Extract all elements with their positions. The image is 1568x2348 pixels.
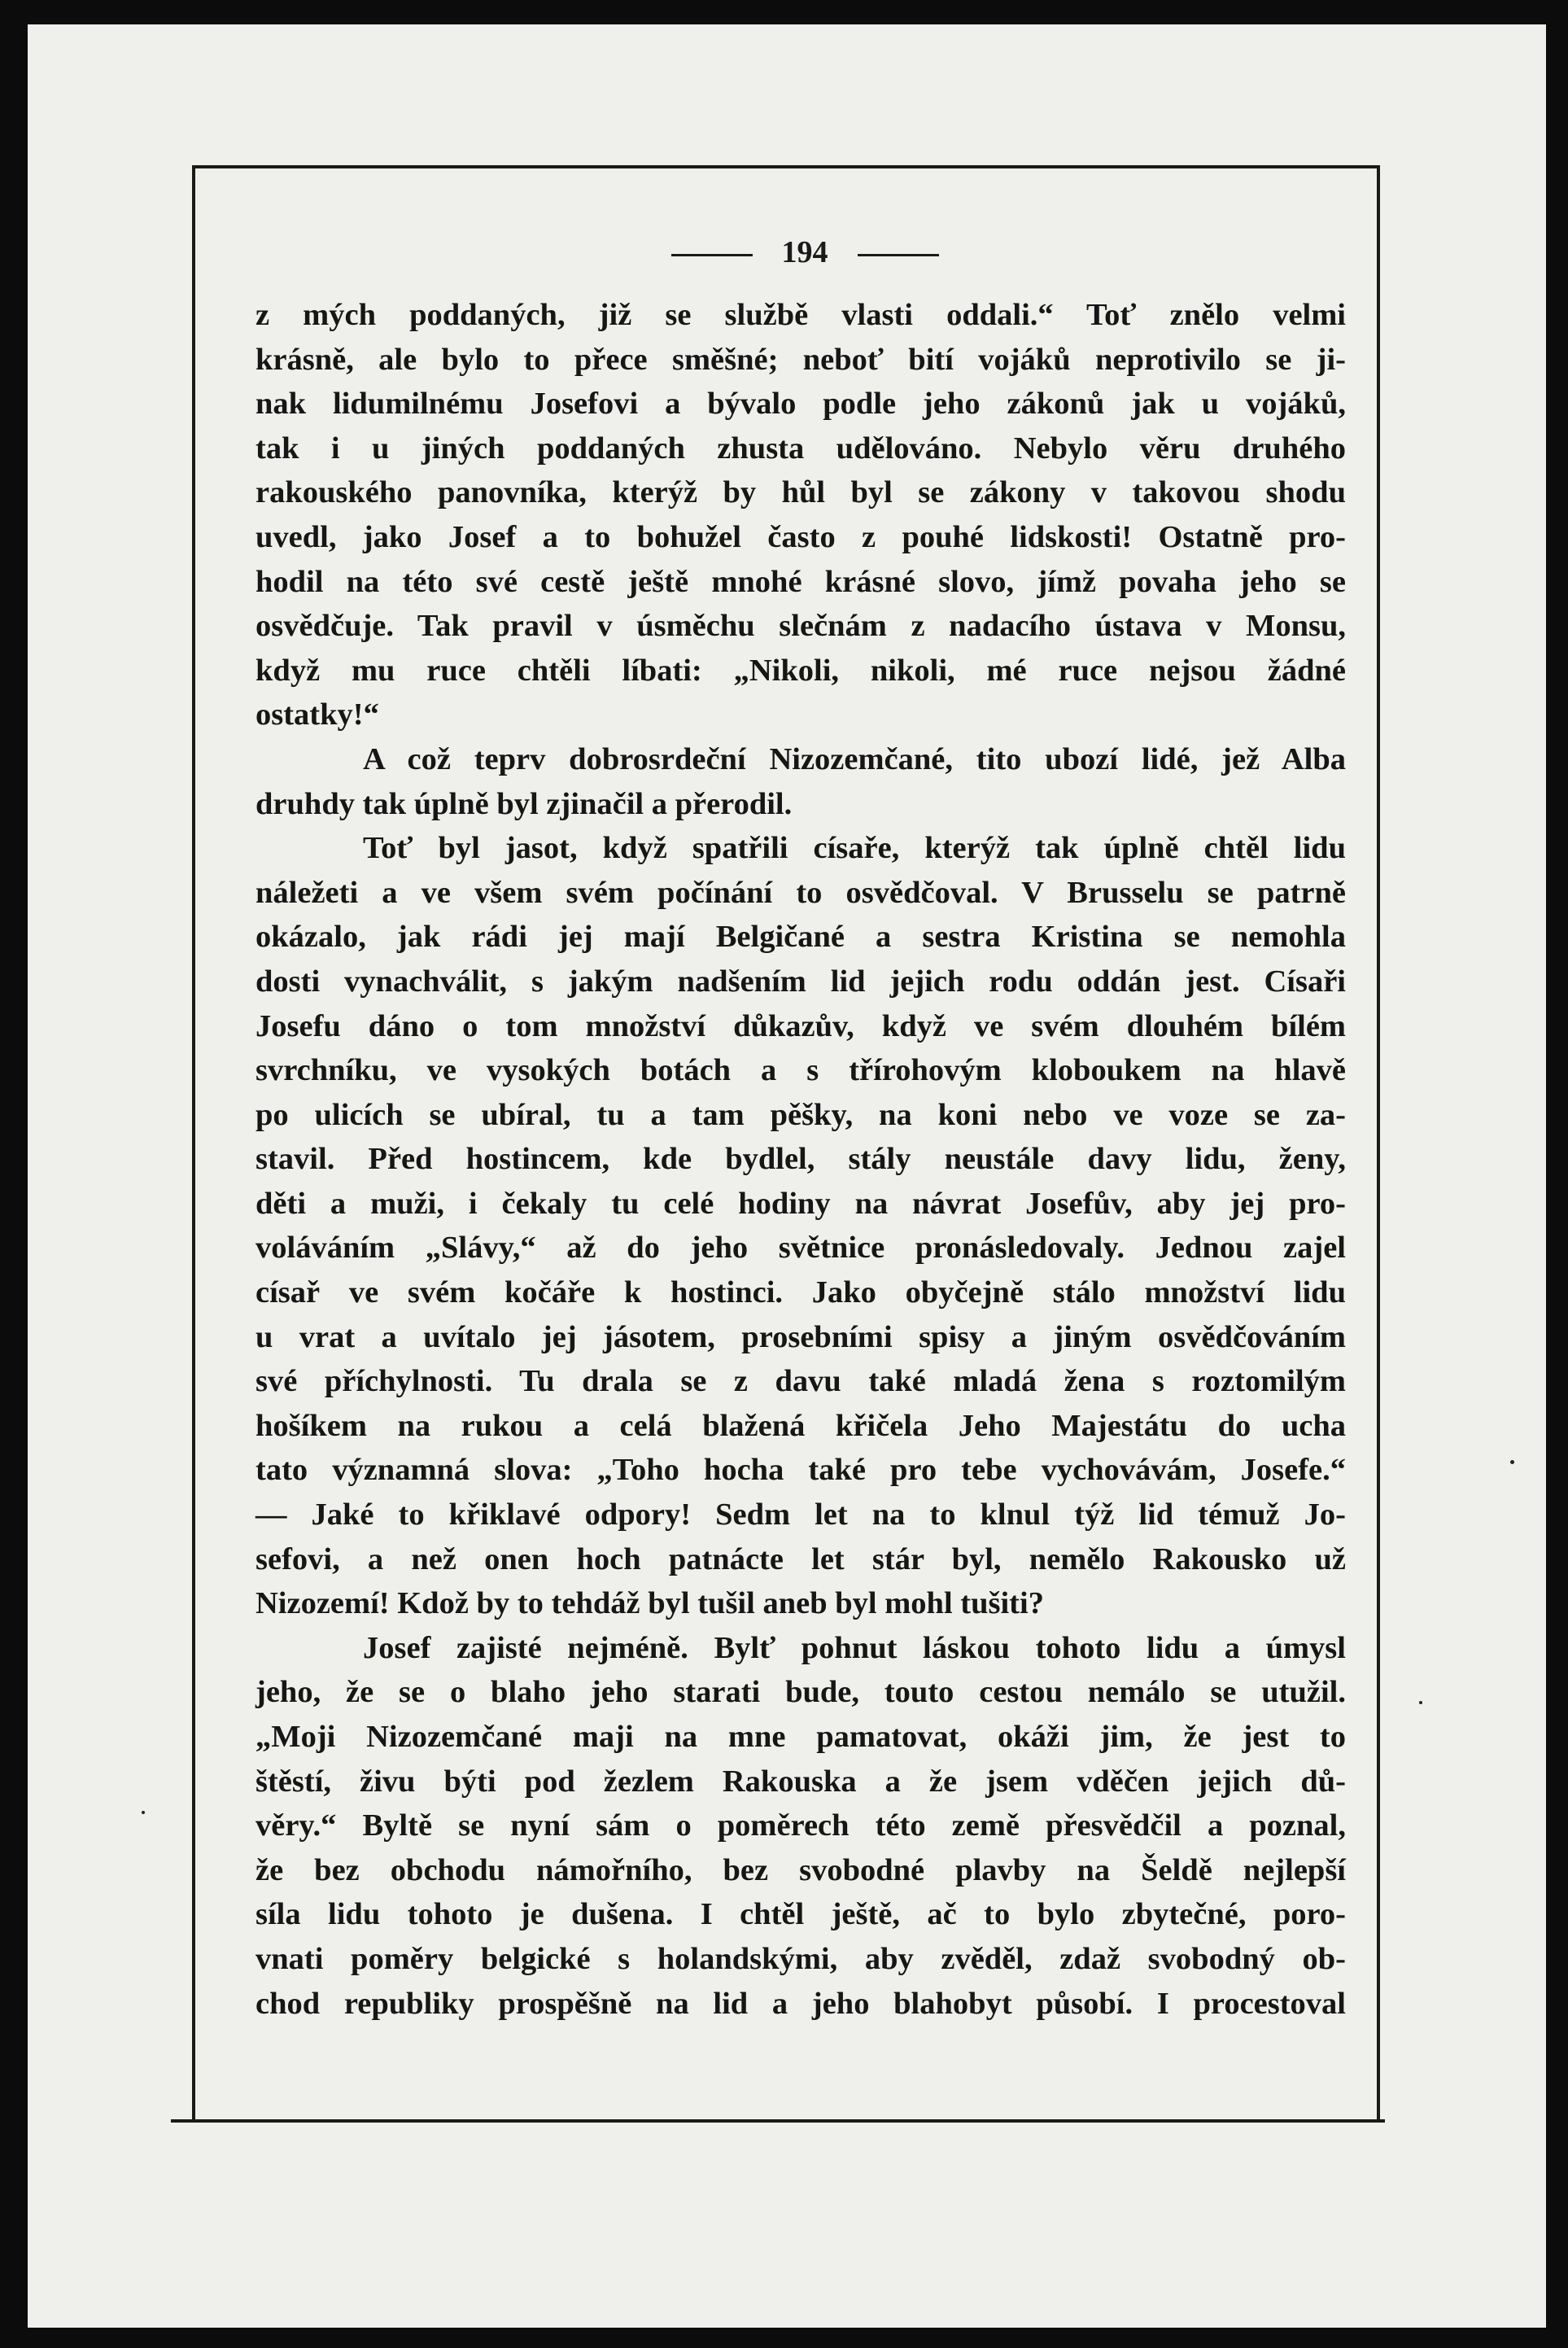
text-line: krásně, ale bylo to přece směšné; neboť bití vojáků neprotivilo se ji-	[256, 342, 1346, 377]
text-line: štěstí, živu býti pod žezlem Rakouska a že jsem vděčen jejich dů-	[256, 1764, 1346, 1799]
text-line: děti a muži, i čekaly tu celé hodiny na návrat Josefův, aby jej pro-	[256, 1186, 1346, 1221]
text-line: své příchylnosti. Tu drala se z davu také mladá žena s roztomilým	[256, 1364, 1346, 1399]
text-line: jeho, že se o blaho jeho starati bude, touto cestou nemálo se utužil.	[256, 1675, 1346, 1710]
text-line: A což teprv dobrosrdeční Nizozemčané, tito ubozí lidé, jež Alba	[363, 741, 1346, 776]
text-line: druhdy tak úplně byl zjinačil a přerodil.	[256, 786, 793, 821]
text-line: osvědčuje. Tak pravil v úsměchu slečnám z nadacího ústava v Monsu,	[256, 609, 1346, 644]
text-line: tato významná slova: „Toho hocha také pro tebe vychovávám, Josefe.“	[256, 1453, 1346, 1488]
margin-speck	[142, 1811, 145, 1814]
text-line: síla lidu tohoto je dušena. I chtěl ještě, ač to bylo zbytečné, poro-	[256, 1897, 1346, 1932]
text-line: ostatky!“	[256, 697, 379, 732]
text-line: — Jaké to křiklavé odpory! Sedm let na to klnul týž lid témuž Jo-	[256, 1498, 1346, 1533]
header-dash-left	[671, 254, 753, 256]
text-line: chod republiky prospěšně na lid a jeho blahobyt působí. I procestoval	[256, 1986, 1346, 2021]
text-line: Nizozemí! Kdož by to tehdáž byl tušil aneb byl mohl tušiti?	[256, 1586, 1044, 1621]
text-line: když mu ruce chtěli líbati: „Nikoli, nikoli, mé ruce nejsou žádné	[256, 653, 1346, 688]
text-line: tak i u jiných poddaných zhusta udělováno. Nebylo věru druhého	[256, 431, 1346, 466]
page-header	[256, 234, 1354, 270]
text-line: Toť byl jasot, když spatřili císaře, kterýž tak úplně chtěl lidu	[363, 831, 1346, 866]
margin-speck	[1510, 1460, 1514, 1464]
text-line: rakouského panovníka, kterýž by hůl byl se zákony v takovou shodu	[256, 475, 1346, 510]
header-dash-right	[858, 254, 939, 256]
bottom-rule	[171, 2119, 1385, 2123]
text-line: nak lidumilnému Josefovi a bývalo podle jeho zákonů jak u vojáků,	[256, 387, 1346, 422]
text-line: dosti vynachválit, s jakým nadšením lid jejich rodu oddán jest. Císaři	[256, 964, 1346, 999]
text-line: „Moji Nizozemčané maji na mne pamatovat, okáži jim, že jest to	[256, 1720, 1346, 1754]
text-line: svrchníku, ve vysokých botách a s třírohovým kloboukem na hlavě	[256, 1053, 1346, 1088]
text-line: vnati poměry belgické s holandskými, aby zvěděl, zdaž svobodný ob-	[256, 1941, 1346, 1976]
text-line: že bez obchodu námořního, bez svobodné plavby na Šeldě nejlepší	[256, 1852, 1346, 1887]
body-text	[256, 293, 1346, 2026]
text-line: Josef zajisté nejméně. Bylť pohnut láskou tohoto lidu a úmysl	[363, 1630, 1346, 1665]
text-line: Josefu dáno o tom množství důkazův, když ve svém dlouhém bílém	[256, 1008, 1346, 1043]
text-line: stavil. Před hostincem, kde bydlel, stály neustále davy lidu, ženy,	[256, 1142, 1346, 1177]
text-line: okázalo, jak rádi jej mají Belgičané a sestra Kristina se nemohla	[256, 920, 1346, 955]
page-sheet	[28, 24, 1546, 2328]
text-line: u vrat a uvítalo jej jásotem, prosebními spisy a jiným osvědčováním	[256, 1319, 1346, 1354]
text-line: náležeti a ve všem svém počínání to osvědčoval. V Brusselu se patrně	[256, 875, 1346, 910]
text-line: voláváním „Slávy,“ až do jeho světnice pronásledovaly. Jednou zajel	[256, 1231, 1346, 1266]
text-line: hodil na této své cestě ještě mnohé krásné slovo, jímž povaha jeho se	[256, 564, 1346, 599]
text-line: hošíkem na rukou a celá blažená křičela Jeho Majestátu do ucha	[256, 1408, 1346, 1443]
text-line: věry.“ Byltě se nyní sám o poměrech této země přesvědčil a poznal,	[256, 1808, 1346, 1843]
text-line: z mých poddaných, již se službě vlasti oddali.“ Toť znělo velmi	[256, 298, 1346, 332]
margin-speck	[1419, 1701, 1422, 1704]
text-line: po ulicích se ubíral, tu a tam pěšky, na koni nebo ve voze se za-	[256, 1097, 1346, 1132]
text-line: uvedl, jako Josef a to bohužel často z pouhé lidskosti! Ostatně pro-	[256, 519, 1346, 554]
text-line: císař ve svém kočáře k hostinci. Jako obyčejně stálo množství lidu	[256, 1275, 1346, 1310]
page-number: 194	[781, 235, 828, 269]
text-line: sefovi, a než onen hoch patnácte let stár byl, nemělo Rakousko už	[256, 1541, 1346, 1576]
